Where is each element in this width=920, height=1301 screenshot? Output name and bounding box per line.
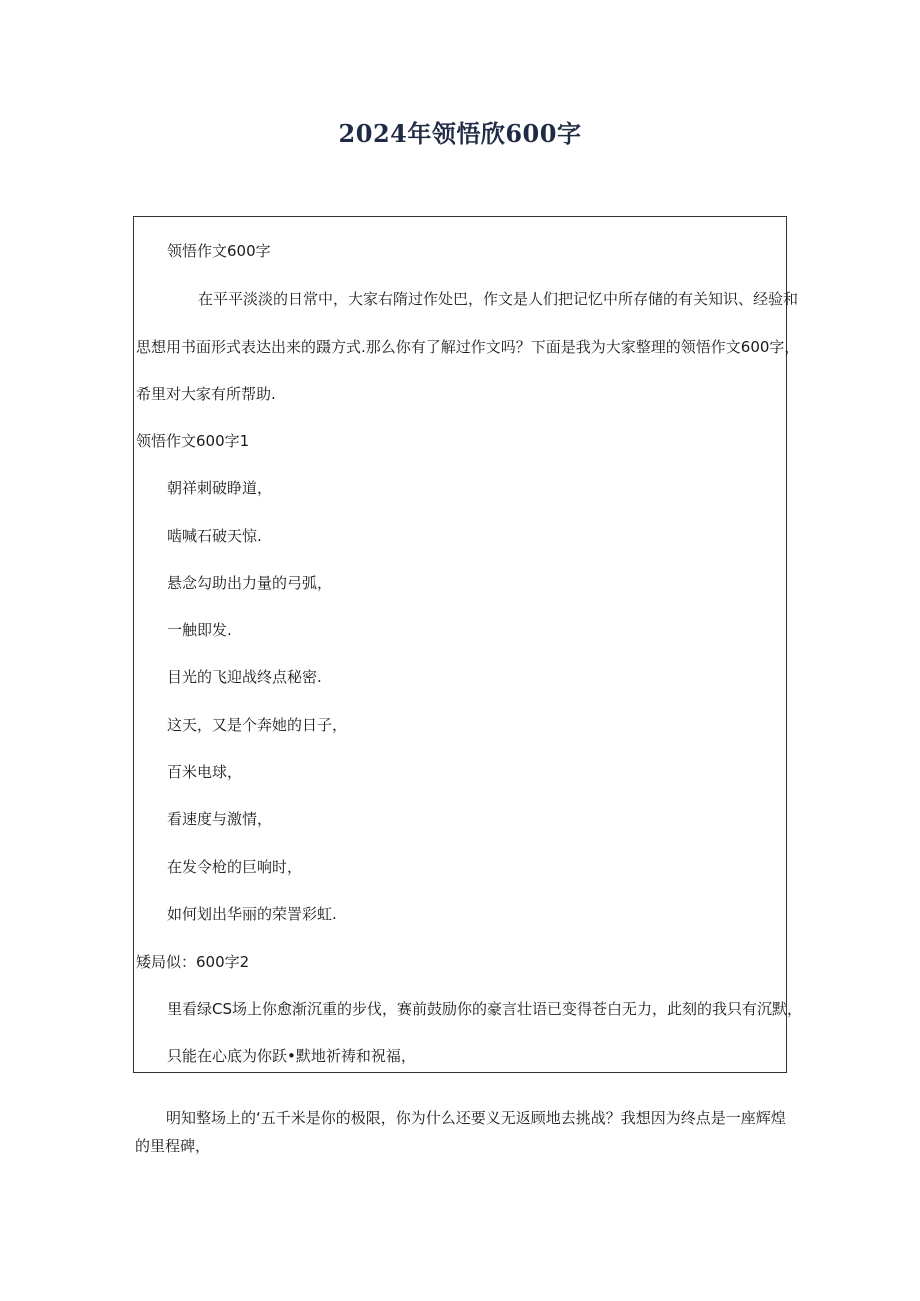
paragraph-line: 明知整场上的‘五千米是你的极限，你为什么还要义无返顾地去挑战？我想因为终点是一座辉煌 <box>166 1109 786 1127</box>
intro-line: 在平平淡淡的日常中，大家右隋过作处巴，作文是人们把记忆中所存储的有关知识、经验和 <box>198 290 799 308</box>
content-box <box>133 216 802 1073</box>
poem-line: 百米电球， <box>167 763 243 781</box>
poem-line: 这天，又是个奔她的日子， <box>167 716 348 734</box>
paragraph-line: 只能在心底为你跃•默地祈祷和祝福， <box>167 1047 416 1065</box>
intro-line: 思想用书面形式表达出来的蹑方式.那么你有了解过作文吗？下面是我为大家整理的领悟作文600字， <box>136 338 800 356</box>
poem-line: 一触即发. <box>167 621 232 639</box>
paragraph-line: 里看绿CS场上你愈渐沉重的步伐，赛前鼓励你的豪言壮语已变得苍白无力，此刻的我只有沉默， <box>167 1000 802 1018</box>
poem-line: 悬念勾助出力量的弓弧， <box>167 574 333 592</box>
poem-line: 在发令枪的巨响时， <box>167 858 303 876</box>
paragraph-line: 的里程碑， <box>135 1137 211 1155</box>
section-title: 领悟作文600字1 <box>136 432 250 450</box>
essay-heading: 领悟作文600字 <box>167 242 271 260</box>
poem-line: 朝祥刺破睁道， <box>167 479 273 497</box>
poem-line: 看速度与激情， <box>167 810 273 828</box>
section-title: 矮局似：600字2 <box>136 953 250 971</box>
poem-line: 如何划出华丽的荣詈彩虹. <box>167 905 337 923</box>
document-title: 2024年领悟欣600字 <box>338 119 582 148</box>
poem-line: 目光的飞迎战终点秘密. <box>167 668 322 686</box>
poem-line: 啮喊石破天惊. <box>167 527 262 545</box>
intro-line: 希里对大家有所帮助. <box>136 385 276 403</box>
